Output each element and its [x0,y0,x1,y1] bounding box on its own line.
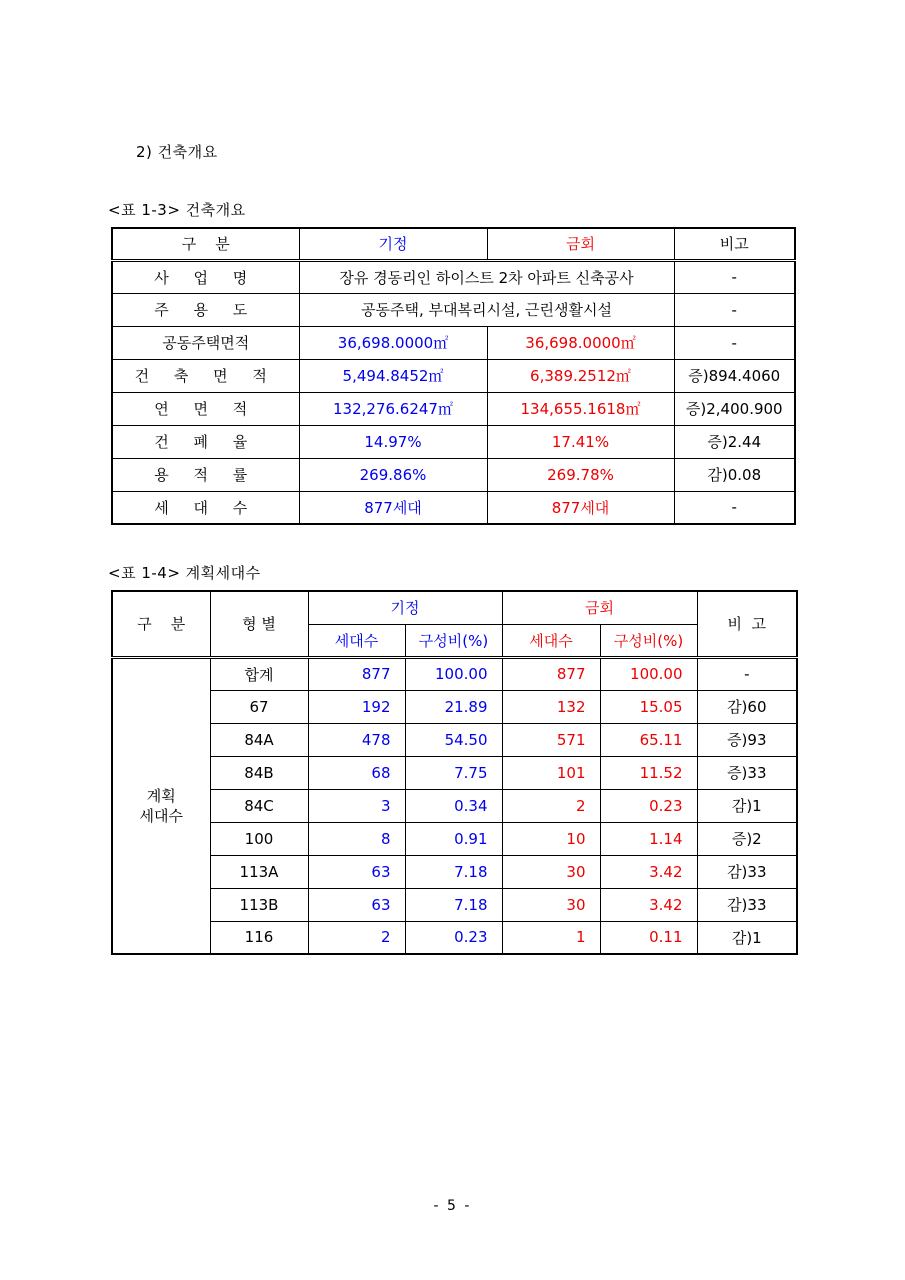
row-note: - [674,326,795,359]
row-before-ratio: 0.91 [405,822,502,855]
row-after-count: 2 [502,789,600,822]
header-note: 비고 [674,228,795,260]
row-after-ratio: 3.42 [600,888,697,921]
table-row [112,392,795,425]
row-after-count: 30 [502,855,600,888]
row-after-ratio: 1.14 [600,822,697,855]
row-after-ratio: 65.11 [600,723,697,756]
row-label: 세 대 수 [112,491,299,524]
row-note: - [697,657,797,690]
table-row [112,657,797,690]
table-row [112,888,797,921]
row-type: 113B [210,888,308,921]
row-after-count: 101 [502,756,600,789]
row-before-ratio: 100.00 [405,657,502,690]
row-after-ratio: 11.52 [600,756,697,789]
row-after: 6,389.2512㎡ [487,359,674,392]
row-after-count: 877 [502,657,600,690]
row-before-count: 192 [308,690,405,723]
subheader-after-count: 세대수 [502,624,600,657]
header-after: 금회 [487,228,674,260]
row-after-count: 571 [502,723,600,756]
table-header-row [112,228,795,260]
header-gubun: 구 분 [112,591,210,657]
row-note: 감)1 [697,789,797,822]
table-row [112,822,797,855]
row-before: 269.86% [299,458,487,491]
row-after: 17.41% [487,425,674,458]
subheader-after-ratio: 구성비(%) [600,624,697,657]
row-before-ratio: 21.89 [405,690,502,723]
table-row [112,359,795,392]
header-note: 비 고 [697,591,797,657]
row-note: 증)2 [697,822,797,855]
header-type: 형 별 [210,591,308,657]
row-type: 100 [210,822,308,855]
row-type: 합계 [210,657,308,690]
row-after: 134,655.1618㎡ [487,392,674,425]
subheader-before-count: 세대수 [308,624,405,657]
row-before-count: 8 [308,822,405,855]
row-label: 연 면 적 [112,392,299,425]
table-row [112,326,795,359]
row-after: 36,698.0000㎡ [487,326,674,359]
header-before: 기정 [308,591,502,624]
group-label [112,657,210,954]
table-row [112,756,797,789]
row-note: 증)93 [697,723,797,756]
row-note: 증)894.4060 [674,359,795,392]
header-gubun: 구 분 [112,228,299,260]
row-label: 주 용 도 [112,293,299,326]
table-1-4-caption: <표 1-4> 계획세대수 [108,564,261,582]
table-row [112,690,797,723]
header-before: 기정 [299,228,487,260]
table-row [112,458,795,491]
row-type: 84A [210,723,308,756]
row-before: 132,276.6247㎡ [299,392,487,425]
subheader-before-ratio: 구성비(%) [405,624,502,657]
row-before-ratio: 0.23 [405,921,502,954]
row-note: - [674,491,795,524]
row-after-count: 30 [502,888,600,921]
row-before-count: 2 [308,921,405,954]
row-note: - [674,293,795,326]
row-before: 5,494.8452㎡ [299,359,487,392]
row-before: 36,698.0000㎡ [299,326,487,359]
row-after-ratio: 0.11 [600,921,697,954]
table-row [112,293,795,326]
row-label: 용 적 률 [112,458,299,491]
row-after-ratio: 100.00 [600,657,697,690]
row-before-ratio: 0.34 [405,789,502,822]
row-after-ratio: 3.42 [600,855,697,888]
row-after-ratio: 15.05 [600,690,697,723]
row-before-count: 68 [308,756,405,789]
row-note: 증)2.44 [674,425,795,458]
row-type: 113A [210,855,308,888]
table-row [112,789,797,822]
table-row [112,855,797,888]
row-label: 사 업 명 [112,260,299,293]
group-label-line1: 계획 [146,786,176,805]
row-type: 84C [210,789,308,822]
page-number: - 5 - [433,1198,472,1214]
row-label: 건 폐 율 [112,425,299,458]
row-note: 증)33 [697,756,797,789]
row-after-count: 1 [502,921,600,954]
row-merged-value: 공동주택, 부대복리시설, 근린생활시설 [299,293,674,326]
row-before-count: 3 [308,789,405,822]
row-before-ratio: 7.18 [405,888,502,921]
row-label: 건 축 면 적 [112,359,299,392]
building-overview-table [111,227,796,525]
section-title: 2) 건축개요 [136,143,218,161]
row-label: 공동주택면적 [112,326,299,359]
row-before-ratio: 7.75 [405,756,502,789]
row-after: 269.78% [487,458,674,491]
planned-households-table [111,590,798,955]
table-row [112,921,797,954]
row-note: 감)0.08 [674,458,795,491]
table-row [112,491,795,524]
table-row [112,425,795,458]
row-before-count: 877 [308,657,405,690]
row-before-ratio: 7.18 [405,855,502,888]
row-before-ratio: 54.50 [405,723,502,756]
table-header-row [112,591,797,624]
row-merged-value: 장유 경동리인 하이스트 2차 아파트 신축공사 [299,260,674,293]
row-type: 84B [210,756,308,789]
row-note: 감)33 [697,888,797,921]
row-after-count: 132 [502,690,600,723]
header-after: 금회 [502,591,697,624]
row-note: 감)33 [697,855,797,888]
row-after: 877세대 [487,491,674,524]
row-before: 877세대 [299,491,487,524]
row-note: - [674,260,795,293]
row-note: 감)60 [697,690,797,723]
row-before: 14.97% [299,425,487,458]
table-1-3-caption: <표 1-3> 건축개요 [108,201,246,219]
row-after-ratio: 0.23 [600,789,697,822]
group-label-line2: 세대수 [139,806,183,825]
row-note: 증)2,400.900 [674,392,795,425]
row-before-count: 63 [308,855,405,888]
row-before-count: 478 [308,723,405,756]
row-after-count: 10 [502,822,600,855]
table-row [112,260,795,293]
row-note: 감)1 [697,921,797,954]
row-type: 116 [210,921,308,954]
row-type: 67 [210,690,308,723]
row-before-count: 63 [308,888,405,921]
table-row [112,723,797,756]
